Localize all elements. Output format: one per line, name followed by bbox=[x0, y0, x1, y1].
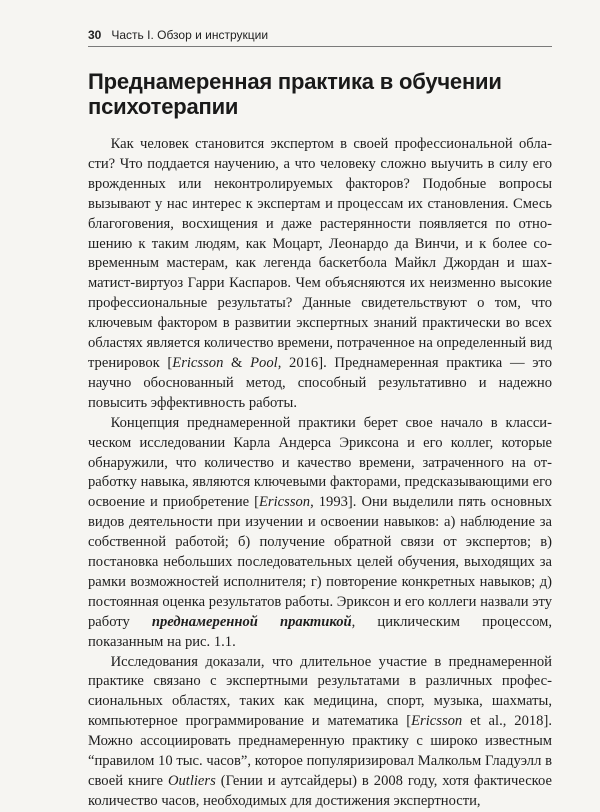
citation-author: Ericsson bbox=[172, 354, 224, 371]
paragraph-3 bbox=[88, 653, 552, 812]
section-title: Часть I. Обзор и инструкции bbox=[111, 28, 269, 42]
key-term: преднамеренной практикой bbox=[151, 613, 352, 630]
p3-text-a: Исследования доказали, что длительное участие в преднамеренной практике связано с экспертными результатами в различных профессиональных областях, таких как медицина, спорт, музыка, шахматы, компьютерное программирование и математика [ bbox=[88, 653, 552, 730]
p3-text-c: (Гении и аутсайдеры) в 2008 году, хотя фактическое количество часов, необходимых для достижения экспертности, bbox=[88, 773, 552, 809]
p1-text-b: & bbox=[223, 354, 251, 371]
heading-line-2: психотерапии bbox=[88, 94, 239, 119]
p3-text-b: et al., 2018]. Можно ассоциировать преднамеренную практику с широко известным “правилом 10 тыс. часов”, которое популяризировал Малкольм Гладуэлл в своей книге bbox=[88, 713, 552, 789]
p2-text-a: Концепция преднамеренной практики берет свое начало в классическом исследовании Карла Андерса Эриксона и его коллег, которые обнаружили, что количество и качество времени, затраченного на отработку навыка, являются ключевыми факторами, предсказывающими его освоение и приобретение [ bbox=[88, 414, 552, 511]
paragraph-1 bbox=[88, 135, 552, 414]
citation-author: Ericsson bbox=[259, 494, 311, 511]
p1-text-a: Как человек становится экспертом в своей профессиональной области? Что поддается научению, а что человеку сложно выучить в силу его врожденных или неконтролируемых факторов? Подобные вопросы вызывают у нас интерес к экспертам и процессам их становления. Смесь благоговения, восхищения и даже растерянности появляется по отношению к таким людям, как Моцарт, Леонардо да Винчи, и к более современным мастерам, как легенда баскетбола Майкл Джордан и шахматист-виртуоз Гарри Каспаров. Чем объясняются их неизменно высокие профессиональные результаты? Данные свидетельствуют о том, что ключевым фактором в развитии экспертных знаний практически во всех областях является количество времени, потраченное на определенный вид тренировок [ bbox=[88, 136, 552, 371]
p2-text-b: , 1993]. Они выделили пять основных видов деятельности при изучении и освоении навыков: а) наблюдение за собственной работой; б) получение обратной связи от экспертов; в) постановка небольших последовательных целей обучения, выходящих за рамки возможностей исполнителя; г) повторение конкретных навыков; д) постоянная оценка результатов работы. Эриксон и его коллеги назвали эту работу bbox=[88, 494, 552, 630]
running-head bbox=[88, 28, 552, 47]
paragraph-2 bbox=[88, 414, 552, 653]
p2-text-c: , циклическим процессом, показанным на рис. 1.1. bbox=[88, 613, 552, 650]
p1-text-c: , 2016]. Преднамеренная практика — это научно обоснованный метод, способный результативно и надежно повысить эффективность работы. bbox=[88, 354, 552, 411]
citation-author: Ericsson bbox=[411, 713, 463, 730]
heading-line-1: Преднамеренная практика в обучении bbox=[88, 69, 502, 94]
body-text bbox=[88, 135, 552, 812]
page-number: 30 bbox=[88, 28, 102, 42]
chapter-heading bbox=[88, 69, 552, 119]
citation-author: Pool bbox=[250, 354, 278, 371]
book-title: Outliers bbox=[167, 773, 216, 789]
